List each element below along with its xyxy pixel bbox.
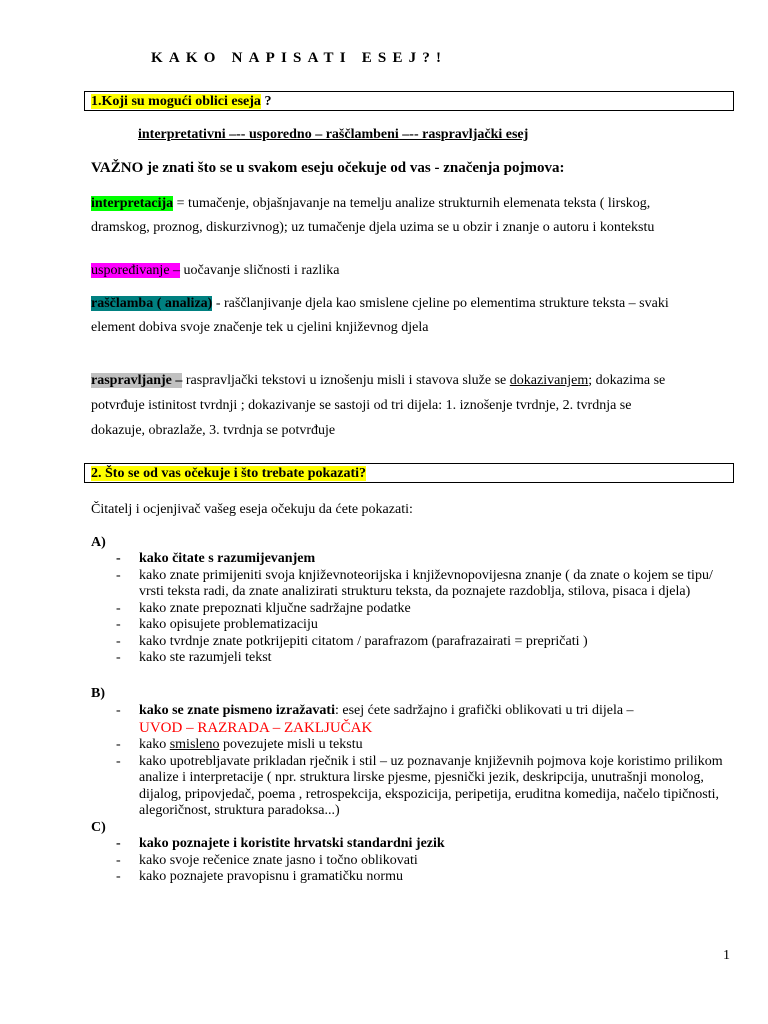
list-item	[91, 703, 731, 737]
important-line: VAŽNO je znati što se u svakom eseju očekuje od vas - značenja pojmova:	[91, 160, 565, 176]
usporedivanje-term: uspoređivanje –	[91, 263, 181, 278]
essay-types-line	[138, 123, 768, 147]
section-b-label: B)	[91, 686, 105, 701]
list-item: - kako svoje rečenice znate jasno i točno oblikovati	[91, 853, 731, 870]
list-item: - kako upotrebljavate prikladan rječnik i stil – uz poznavanje književnih pojmova koje koristimo prilikom analize i interpretacije ( npr. struktura lirske pjesme, pjesnički jezik, deskripcija, unutrašnji monolog, dijalog, pripovjedač, poema , retrospekcija, ekspozicija, peripetija, eruditna komedija, načelo tipičnosti, alegoričnost, struktura paradoksa...)	[91, 754, 731, 820]
interpretacija-def-2: dramskog, proznog, diskurzivnog); uz tumačenje djela uzima se u obzir i znanje o autoru i kontekstu	[91, 220, 655, 235]
section1-heading: 1.Koji su mogući oblici eseja	[91, 94, 261, 109]
section2-heading: 2. Što se od vas očekuje i što trebate pokazati?	[91, 466, 367, 481]
section-c-list	[91, 836, 731, 886]
raspravljanje-term: raspravljanje –	[91, 373, 183, 388]
b-item1-bold: kako se znate pismeno izražavati	[139, 703, 335, 718]
rasclamba-term: raščlamba ( analiza)	[91, 296, 213, 311]
essay-types-text: interpretativni –-- usporedno – raščlambeni –-- raspravljački esej	[138, 127, 529, 142]
list-item: - kako čitate s razumijevanjem	[91, 551, 731, 568]
document-title: KAKO NAPISATI ESEJ?!	[151, 50, 448, 66]
section-a-label: A)	[91, 535, 106, 550]
raspravljanje-def-2: potvrđuje istinitost tvrdnji ; dokazivanje se sastoji od tri dijela: 1. iznošenje tvrdnje, 2. tvrdnja se	[91, 398, 632, 413]
interpretacija-paragraph	[91, 192, 741, 240]
list-item: - kako znate prepoznati ključne sadržajne podatke	[91, 601, 731, 618]
interpretacija-term: interpretacija	[91, 196, 174, 211]
raspravljanje-def-1b: ; dokazima se	[588, 373, 666, 388]
list-item: - kako znate primijeniti svoja književnoteorijska i književnopovijesna znanje ( da znate o kojem se tipu/ vrsti teksta radi, da znate analizirati strukturu teksta, da poznajete razdoblja, stilova, pisaca i djela)	[91, 568, 731, 601]
raspravljanje-def-3: dokazuje, obrazlaže, 3. tvrdnja se potvrđuje	[91, 423, 336, 438]
section-a-list	[91, 551, 731, 667]
rasclamba-def-2: element dobiva svoje značenje tek u cjelini književnog djela	[91, 320, 429, 335]
rasclamba-def-1: - raščlanjivanje djela kao smislene cjeline po elementima strukture teksta – svaki	[212, 296, 669, 311]
b-item1-rest: : esej ćete sadržajno i grafički oblikovati u tri dijela –	[334, 703, 634, 718]
list-item: - kako ste razumjeli tekst	[91, 650, 731, 667]
section2-heading-box	[84, 463, 734, 483]
section1-heading-tail: ?	[260, 94, 272, 109]
list-item	[91, 737, 731, 754]
list-item: - kako poznajete i koristite hrvatski standardni jezik	[91, 836, 731, 853]
b-item2-underlined: smisleno	[169, 737, 220, 752]
section1-heading-box	[84, 91, 734, 111]
interpretacija-def-1: = tumačenje, objašnjavanje na temelju analize strukturnih elemenata teksta ( lirskog,	[173, 196, 651, 211]
raspravljanje-def-1a: raspravljački tekstovi u iznošenju misli i stavova služe se	[182, 373, 510, 388]
section2-intro: Čitatelj i ocjenjivač vašeg eseja očekuju da ćete pokazati:	[91, 502, 413, 517]
section-b-list	[91, 703, 731, 820]
usporedivanje-def: uočavanje sličnosti i razlika	[180, 263, 340, 278]
list-item: - kako opisujete problematizaciju	[91, 617, 731, 634]
raspravljanje-paragraph	[91, 368, 741, 443]
rasclamba-paragraph	[91, 292, 741, 340]
b-item2-a: kako	[139, 737, 170, 752]
page-number: 1	[723, 948, 730, 963]
raspravljanje-def-underlined: dokazivanjem	[509, 373, 589, 388]
list-item: - kako tvrdnje znate potkrijepiti citatom / parafrazom (parafrazairati = prepričati )	[91, 634, 731, 651]
b-item2-b: povezujete misli u tekstu	[219, 737, 363, 752]
usporedivanje-paragraph	[91, 259, 741, 283]
structure-parts-red: UVOD – RAZRADA – ZAKLJUČAK	[139, 719, 373, 736]
section-c-label: C)	[91, 820, 106, 835]
list-item: - kako poznajete pravopisnu i gramatičku normu	[91, 869, 731, 886]
